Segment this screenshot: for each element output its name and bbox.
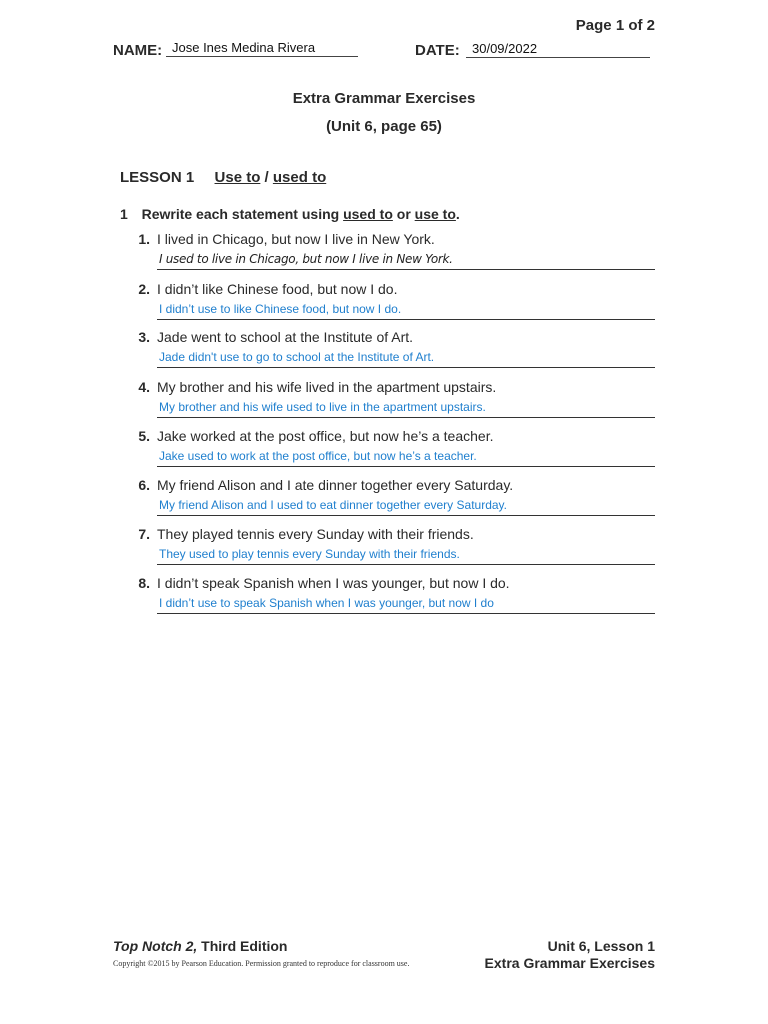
page-title: Extra Grammar Exercises (292, 90, 476, 107)
lesson-separator: / (264, 169, 269, 186)
item-question: They played tennis every Sunday with their friends. (157, 526, 474, 542)
item-question: I didn’t speak Spanish when I was younger, but now I do. (157, 575, 510, 591)
item-number: 7. (138, 526, 150, 542)
copyright-notice: Copyright ©2015 by Pearson Education. Permission granted to reproduce for classroom use. (113, 959, 410, 968)
lesson-topic-b: used to (272, 169, 327, 186)
footer-section: Extra Grammar Exercises (484, 955, 655, 971)
instruction-or: or (396, 206, 411, 222)
item-question: Jade went to school at the Institute of Art. (157, 329, 414, 345)
item-answer[interactable]: Jade didn't use to go to school at the Institute of Art. (157, 348, 655, 368)
footer-book-title (113, 938, 287, 954)
date-label: DATE: (415, 42, 460, 59)
footer-unit-info (485, 938, 655, 972)
item-question: Jake worked at the post office, but now he’s a teacher. (157, 428, 494, 444)
item-answer[interactable]: My brother and his wife used to live in the apartment upstairs. (157, 398, 655, 418)
item-number: 2. (138, 281, 150, 297)
item-answer[interactable]: Jake used to work at the post office, but now he’s a teacher. (157, 447, 655, 467)
item-number: 5. (138, 428, 150, 444)
item-question: My friend Alison and I ate dinner together every Saturday. (157, 477, 514, 493)
item-number: 1. (138, 231, 150, 247)
item-number: 3. (138, 329, 150, 345)
item-question: I didn’t like Chinese food, but now I do. (157, 281, 398, 297)
instruction-end: . (455, 206, 460, 222)
lesson-topic-a: Use to (214, 169, 261, 186)
date-field[interactable]: 30/09/2022 (466, 41, 650, 58)
item-answer[interactable]: They used to play tennis every Sunday with their friends. (157, 545, 655, 565)
instruction-text: Rewrite each statement using (141, 206, 340, 222)
page-number: Page 1 of 2 (575, 17, 655, 34)
item-answer[interactable]: My friend Alison and I used to eat dinner together every Saturday. (157, 496, 655, 516)
item-number: 6. (138, 477, 150, 493)
footer-unit: Unit 6, Lesson 1 (547, 938, 655, 954)
item-number: 8. (138, 575, 150, 591)
page-subtitle: (Unit 6, page 65) (326, 118, 442, 135)
lesson-label: LESSON 1 (120, 169, 195, 186)
name-label: NAME: (113, 42, 163, 59)
item-number: 4. (138, 379, 150, 395)
exercise-instruction (120, 206, 460, 222)
book-name: Top Notch 2, (113, 938, 198, 954)
item-question: I lived in Chicago, but now I live in New York. (157, 231, 435, 247)
item-answer[interactable]: I used to live in Chicago, but now I live in New York. (157, 250, 655, 270)
item-answer[interactable]: I didn’t use to speak Spanish when I was younger, but now I do (157, 594, 655, 614)
instruction-term-a: used to (343, 206, 393, 222)
book-edition: Third Edition (197, 938, 288, 954)
exercise-number: 1 (120, 206, 128, 222)
lesson-heading (120, 169, 326, 186)
name-field[interactable]: Jose Ines Medina Rivera (166, 40, 358, 57)
item-question: My brother and his wife lived in the apartment upstairs. (157, 379, 497, 395)
instruction-term-b: use to (414, 206, 456, 222)
item-answer[interactable]: I didn’t use to like Chinese food, but now I do. (157, 300, 655, 320)
